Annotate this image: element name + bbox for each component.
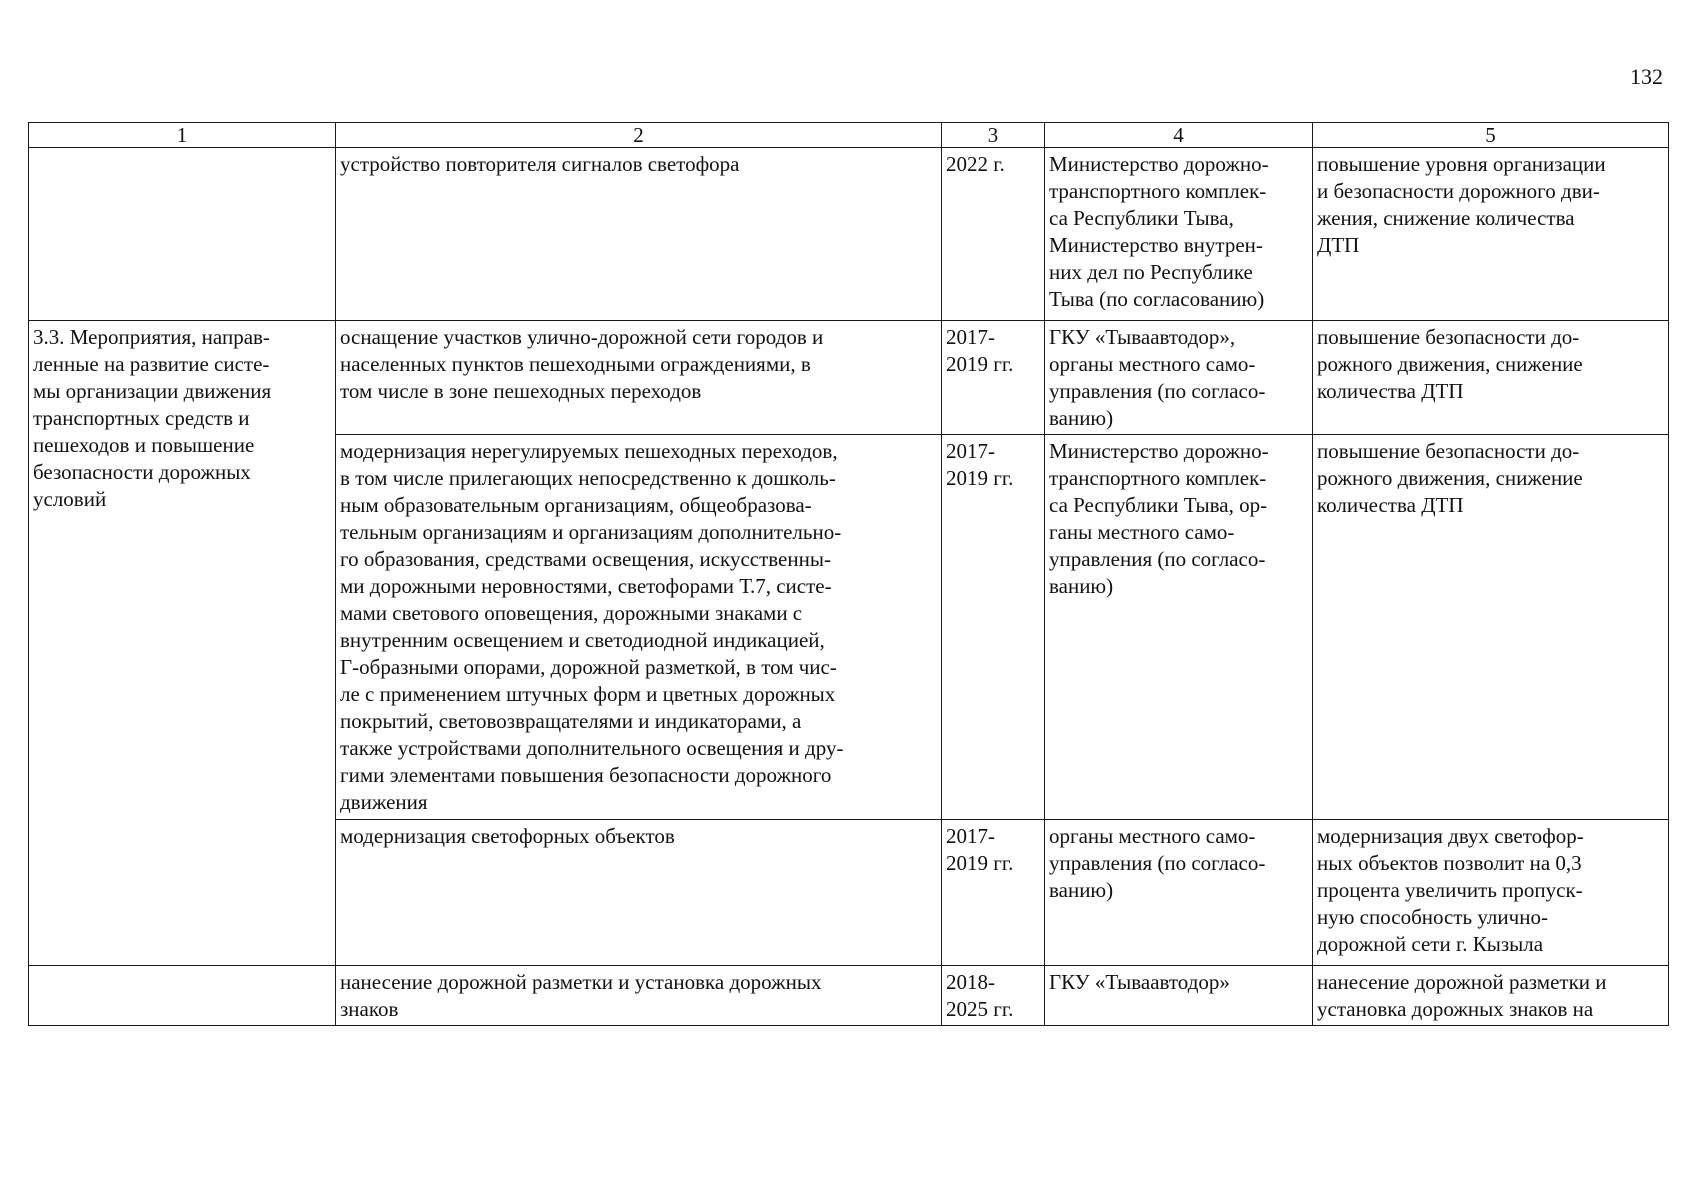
header-col-4: 4 [1045, 123, 1313, 148]
cell-period: 2017- 2019 гг. [942, 321, 1045, 435]
cell-measure: оснащение участков улично-дорожной сети городов и населенных пунктов пешеходными ограждениями, в том числе в зоне пешеходных переходов [336, 321, 942, 435]
cell-result: повышение безопасности до- рожного движения, снижение количества ДТП [1313, 321, 1669, 435]
cell-section [29, 148, 336, 321]
header-col-2: 2 [336, 123, 942, 148]
cell-section [29, 966, 336, 1026]
cell-executor: Министерство дорожно- транспортного комплек- са Республики Тыва, Министерство внутрен- них дел по Республике Тыва (по согласованию) [1045, 148, 1313, 321]
cell-executor: органы местного само- управления (по согласо- ванию) [1045, 820, 1313, 966]
cell-result: нанесение дорожной разметки и установка дорожных знаков на [1313, 966, 1669, 1026]
cell-period: 2017- 2019 гг. [942, 435, 1045, 820]
table-header [29, 123, 1669, 148]
header-col-5: 5 [1313, 123, 1669, 148]
cell-result: повышение безопасности до- рожного движения, снижение количества ДТП [1313, 435, 1669, 820]
cell-period: 2022 г. [942, 148, 1045, 321]
cell-period: 2017- 2019 гг. [942, 820, 1045, 966]
table-row [29, 148, 1669, 321]
cell-section: 3.3. Мероприятия, направ- ленные на развитие систе- мы организации движения транспортных средств и пешеходов и повышение безопасности дорожных условий [29, 321, 336, 966]
cell-executor: ГКУ «Тываавтодор», органы местного само- управления (по согласо- ванию) [1045, 321, 1313, 435]
cell-measure: модернизация светофорных объектов [336, 820, 942, 966]
header-col-1: 1 [29, 123, 336, 148]
cell-measure: модернизация нерегулируемых пешеходных переходов, в том числе прилегающих непосредственно к дошколь- ным образовательным организациям, общеобразова- тельным организациям и организациям дополнительно- го образования, средствами освещения, искусственны- ми дорожными неровностями, светофорами Т.7, систе- мами светового оповещения, дорожными знаками с внутренним освещением и светодиодной индикацией, Г-образными опорами, дорожной разметкой, в том чис- ле с применением штучных форм и цветных дорожных покрытий, световозвращателями и индикаторами, а также устройствами дополнительного освещения и дру- гими элементами повышения безопасности дорожного движения [336, 435, 942, 820]
cell-result: повышение уровня организации и безопасности дорожного дви- жения, снижение количества ДТП [1313, 148, 1669, 321]
header-row [29, 123, 1669, 148]
table-row [29, 321, 1669, 435]
measures-table [28, 122, 1669, 1026]
cell-measure: устройство повторителя сигналов светофора [336, 148, 942, 321]
table-row [29, 966, 1669, 1026]
cell-period: 2018- 2025 гг. [942, 966, 1045, 1026]
table-body [29, 148, 1669, 1026]
page-number: 132 [1630, 64, 1663, 89]
cell-executor: ГКУ «Тываавтодор» [1045, 966, 1313, 1026]
cell-executor: Министерство дорожно- транспортного комплек- са Республики Тыва, ор- ганы местного само- управления (по согласо- ванию) [1045, 435, 1313, 820]
cell-result: модернизация двух светофор- ных объектов позволит на 0,3 процента увеличить пропуск- ную способность улично- дорожной сети г. Кызыла [1313, 820, 1669, 966]
header-col-3: 3 [942, 123, 1045, 148]
cell-measure: нанесение дорожной разметки и установка дорожных знаков [336, 966, 942, 1026]
